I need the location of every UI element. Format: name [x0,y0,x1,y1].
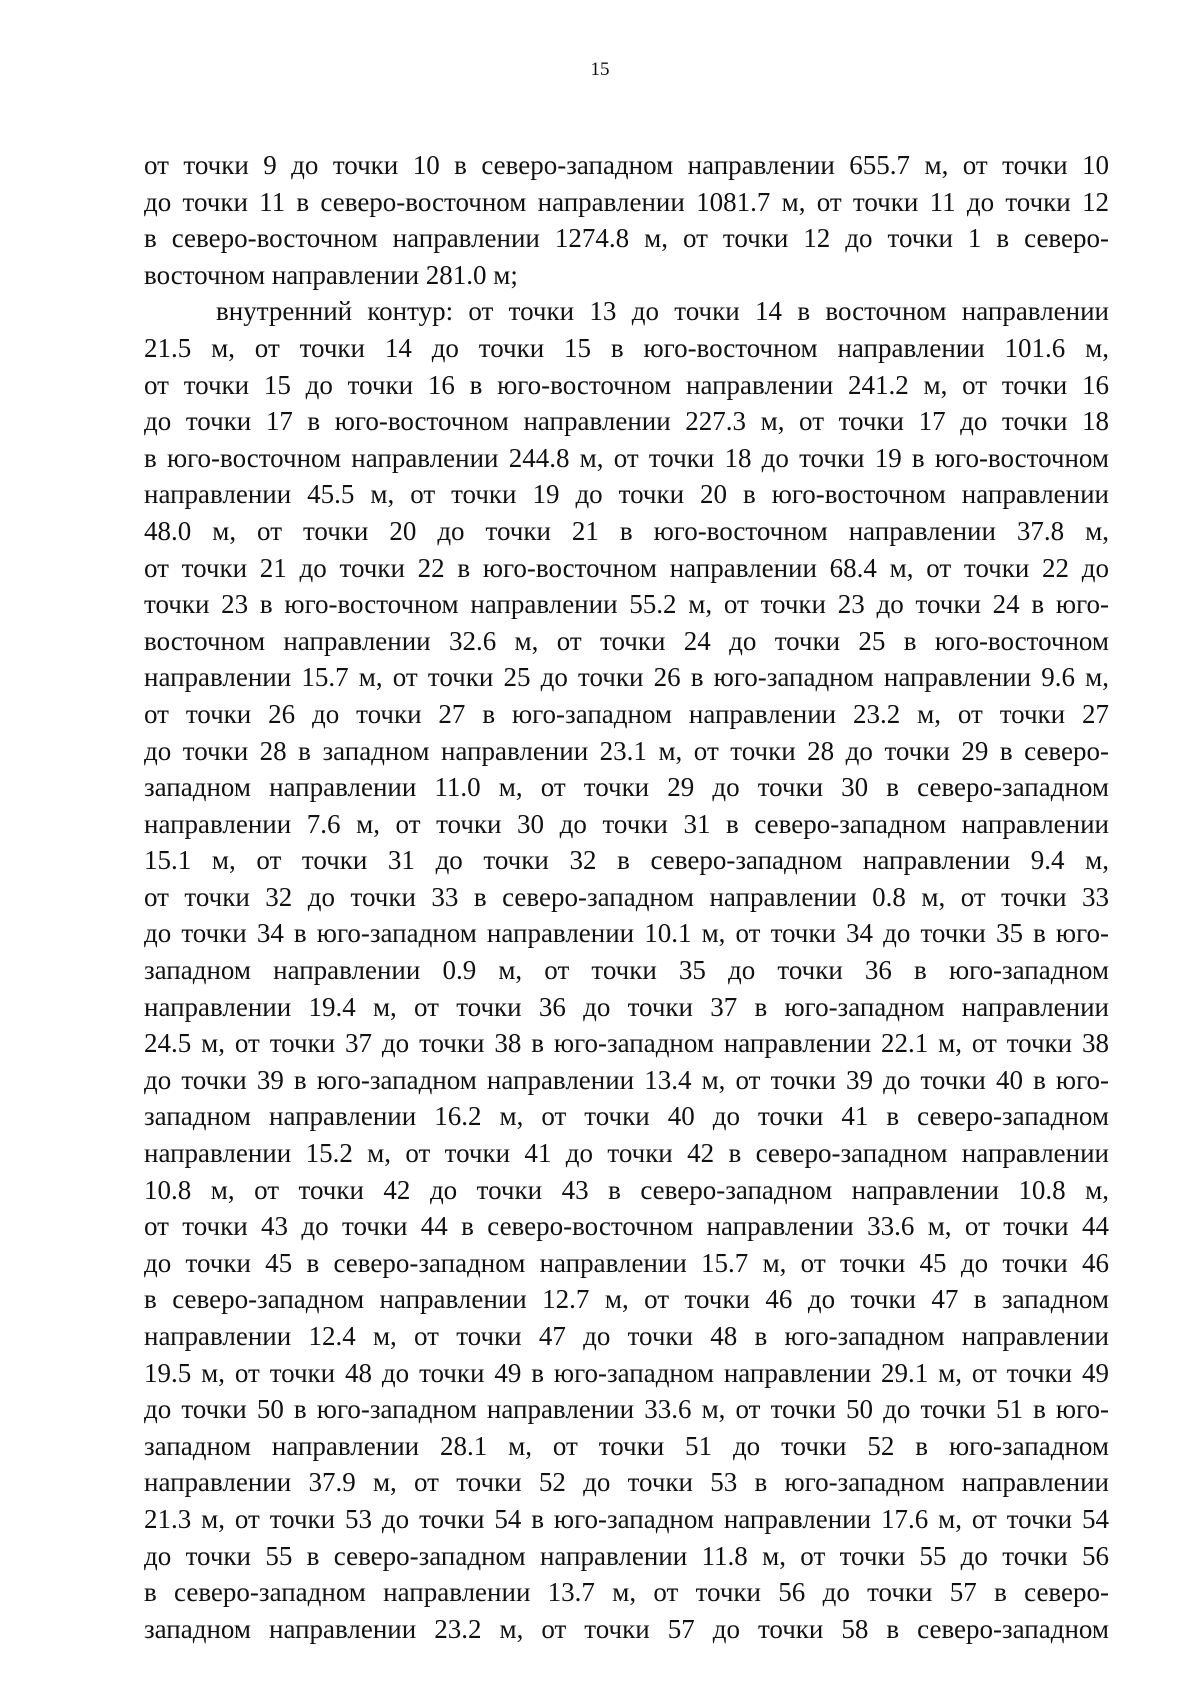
text-line: до точки 34 в юго-западном направлении 10.1 м, от точки 34 до точки 35 в юго- [144,918,1109,949]
text-line: до точки 11 в северо-восточном направлении 1081.7 м, от точки 11 до точки 12 [144,186,1109,217]
text-line: в северо-западном направлении 13.7 м, от точки 56 до точки 57 в северо- [144,1577,1109,1608]
page-number: 15 [590,59,610,80]
text-line: в юго-восточном направлении 244.8 м, от точки 18 до точки 19 в юго-восточном [144,442,1109,473]
text-line: 15.1 м, от точки 31 до точки 32 в северо-западном направлении 9.4 м, [144,845,1109,876]
text-line: направлении 7.6 м, от точки 30 до точки 31 в северо-западном направлении [144,808,1109,839]
text-line: западном направлении 0.9 м, от точки 35 до точки 36 в юго-западном [144,955,1109,986]
text-line: 10.8 м, от точки 42 до точки 43 в северо-западном направлении 10.8 м, [144,1174,1109,1205]
text-line: западном направлении 16.2 м, от точки 40 до точки 41 в северо-западном [144,1101,1109,1132]
text-line: западном направлении 23.2 м, от точки 57 до точки 58 в северо-западном [144,1613,1109,1644]
paragraph-start-line: внутренний контур: от точки 13 до точки 14 в восточном направлении [216,296,1109,327]
text-line: направлении 12.4 м, от точки 47 до точки 48 в юго-западном направлении [144,1321,1109,1351]
text-line: направлении 15.2 м, от точки 41 до точки 42 в северо-западном направлении [144,1138,1109,1169]
text-line: до точки 55 в северо-западном направлении 11.8 м, от точки 55 до точки 56 [144,1540,1109,1571]
text-line: до точки 17 в юго-восточном направлении 227.3 м, от точки 17 до точки 18 [144,406,1109,437]
text-line: точки 23 в юго-восточном направлении 55.2 м, от точки 23 до точки 24 в юго- [144,589,1109,620]
text-line: восточном направлении 281.0 м; [144,259,518,290]
text-line: 24.5 м, от точки 37 до точки 38 в юго-западном направлении 22.1 м, от точки 38 [144,1028,1109,1059]
text-line: от точки 26 до точки 27 в юго-западном направлении 23.2 м, от точки 27 [144,698,1109,729]
text-line: 19.5 м, от точки 48 до точки 49 в юго-западном направлении 29.1 м, от точки 49 [144,1357,1109,1388]
text-line: 48.0 м, от точки 20 до точки 21 в юго-восточном направлении 37.8 м, [144,515,1109,546]
body-text [144,147,1109,1647]
text-line: до точки 39 в юго-западном направлении 13.4 м, от точки 39 до точки 40 в юго- [144,1064,1109,1095]
text-line: от точки 43 до точки 44 в северо-восточном направлении 33.6 м, от точки 44 [144,1211,1109,1242]
text-line: направлении 19.4 м, от точки 36 до точки 37 в юго-западном направлении [144,991,1109,1022]
text-line: до точки 45 в северо-западном направлении 15.7 м, от точки 45 до точки 46 [144,1247,1109,1278]
text-line: от точки 21 до точки 22 в юго-восточном направлении 68.4 м, от точки 22 до [144,552,1109,583]
text-line: в северо-западном направлении 12.7 м, от точки 46 до точки 47 в западном [144,1284,1109,1315]
text-line: до точки 50 в юго-западном направлении 33.6 м, от точки 50 до точки 51 в юго- [144,1394,1109,1425]
text-line: направлении 37.9 м, от точки 52 до точки 53 в юго-западном направлении [144,1467,1109,1498]
text-line: направлении 15.7 м, от точки 25 до точки 26 в юго-западном направлении 9.6 м, [144,662,1109,693]
text-line: от точки 15 до точки 16 в юго-восточном направлении 241.2 м, от точки 16 [144,369,1109,400]
text-line: западном направлении 28.1 м, от точки 51 до точки 52 в юго-западном [144,1430,1109,1461]
text-line: от точки 32 до точки 33 в северо-западном направлении 0.8 м, от точки 33 [144,881,1109,912]
text-line: 21.3 м, от точки 53 до точки 54 в юго-западном направлении 17.6 м, от точки 54 [144,1503,1109,1534]
text-line: западном направлении 11.0 м, от точки 29 до точки 30 в северо-западном [144,772,1109,803]
text-line: направлении 45.5 м, от точки 19 до точки 20 в юго-восточном направлении [144,479,1109,510]
text-line: от точки 9 до точки 10 в северо-западном направлении 655.7 м, от точки 10 [144,150,1109,180]
text-line: 21.5 м, от точки 14 до точки 15 в юго-восточном направлении 101.6 м, [144,332,1109,363]
text-line: до точки 28 в западном направлении 23.1 м, от точки 28 до точки 29 в северо- [144,735,1109,766]
text-line: восточном направлении 32.6 м, от точки 24 до точки 25 в юго-восточном [144,625,1109,656]
text-line: в северо-восточном направлении 1274.8 м, от точки 12 до точки 1 в северо- [144,223,1109,254]
